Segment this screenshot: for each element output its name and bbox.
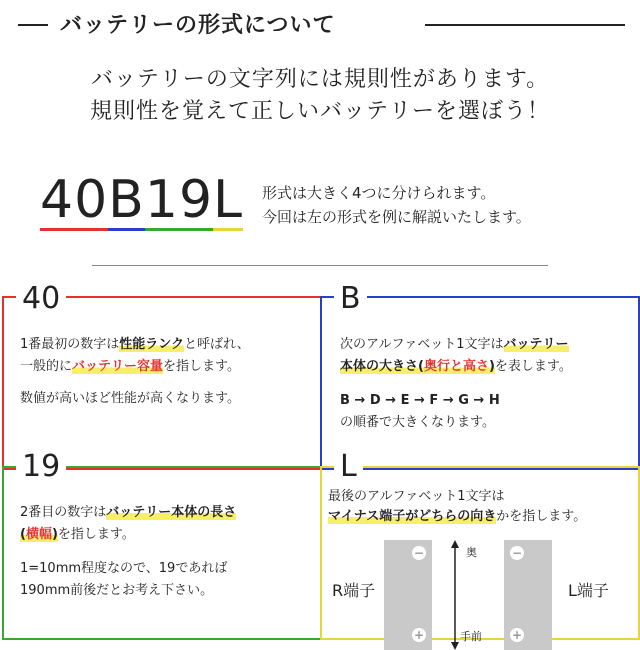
box-40-line-2: 一般的にバッテリー容量を指します。 bbox=[20, 359, 240, 374]
header-rule-left bbox=[18, 24, 48, 26]
box-l-label: L bbox=[334, 452, 363, 482]
box-19-line-3: 1=10mm程度なので、19であれば bbox=[20, 561, 228, 576]
section-divider bbox=[92, 265, 548, 266]
minus-terminal-icon: − bbox=[511, 546, 523, 560]
intro-line-1: バッテリーの文字列には規則性があります。 bbox=[90, 67, 550, 92]
code-desc-line-2: 今回は左の形式を例に解説いたします。 bbox=[262, 208, 531, 226]
box-40-line-3: 数値が高いほど性能が高くなります。 bbox=[20, 391, 240, 406]
header-rule-right bbox=[425, 24, 625, 26]
code-desc-line-1: 形式は大きく4つに分けられます。 bbox=[262, 184, 496, 202]
box-19-line-4: 190mm前後だとお考え下さい。 bbox=[20, 583, 214, 598]
back-label: 奥 bbox=[466, 546, 477, 559]
battery-l-diagram bbox=[504, 540, 552, 650]
box-19 bbox=[2, 466, 322, 640]
page-title: バッテリーの形式について bbox=[60, 13, 336, 38]
code-part-l: L bbox=[213, 170, 244, 230]
intro-line-2: 規則性を覚えて正しいバッテリーを選ぼう！ bbox=[89, 99, 550, 124]
battery-r-diagram bbox=[384, 540, 432, 650]
box-b-line-4: の順番で大きくなります。 bbox=[340, 415, 495, 430]
box-19-line-1: 2番目の数字はバッテリー本体の長さ bbox=[20, 505, 237, 520]
box-19-label: 19 bbox=[16, 452, 66, 482]
plus-terminal-icon: + bbox=[511, 628, 523, 642]
box-19-line-2: (横幅)を指します。 bbox=[20, 527, 135, 542]
box-l-line-2: マイナス端子がどちらの向きかを指します。 bbox=[328, 509, 587, 524]
l-terminal-label: L端子 bbox=[568, 581, 609, 600]
r-terminal-label: R端子 bbox=[332, 581, 376, 600]
box-b-label: B bbox=[334, 284, 367, 314]
box-b-size-sequence: B → D → E → F → G → H bbox=[340, 393, 500, 408]
plus-terminal-icon: + bbox=[413, 628, 425, 642]
box-40-label: 40 bbox=[16, 284, 66, 314]
minus-terminal-icon: − bbox=[413, 546, 425, 560]
box-40 bbox=[2, 296, 322, 470]
box-40-line-1: 1番最初の数字は性能ランクと呼ばれ、 bbox=[20, 337, 250, 352]
code-part-40: 40 bbox=[40, 170, 109, 230]
box-b-line-2: 本体の大きさ(奥行と高さ)を表します。 bbox=[340, 359, 572, 374]
code-part-19: 19 bbox=[144, 170, 214, 230]
box-b bbox=[320, 296, 640, 470]
front-label: 手前 bbox=[460, 630, 482, 643]
box-l-line-1: 最後のアルファベット1文字は bbox=[328, 489, 505, 504]
box-b-line-1: 次のアルファベット1文字はバッテリー bbox=[340, 337, 569, 352]
code-part-b: B bbox=[108, 170, 145, 230]
format-code bbox=[40, 170, 243, 231]
